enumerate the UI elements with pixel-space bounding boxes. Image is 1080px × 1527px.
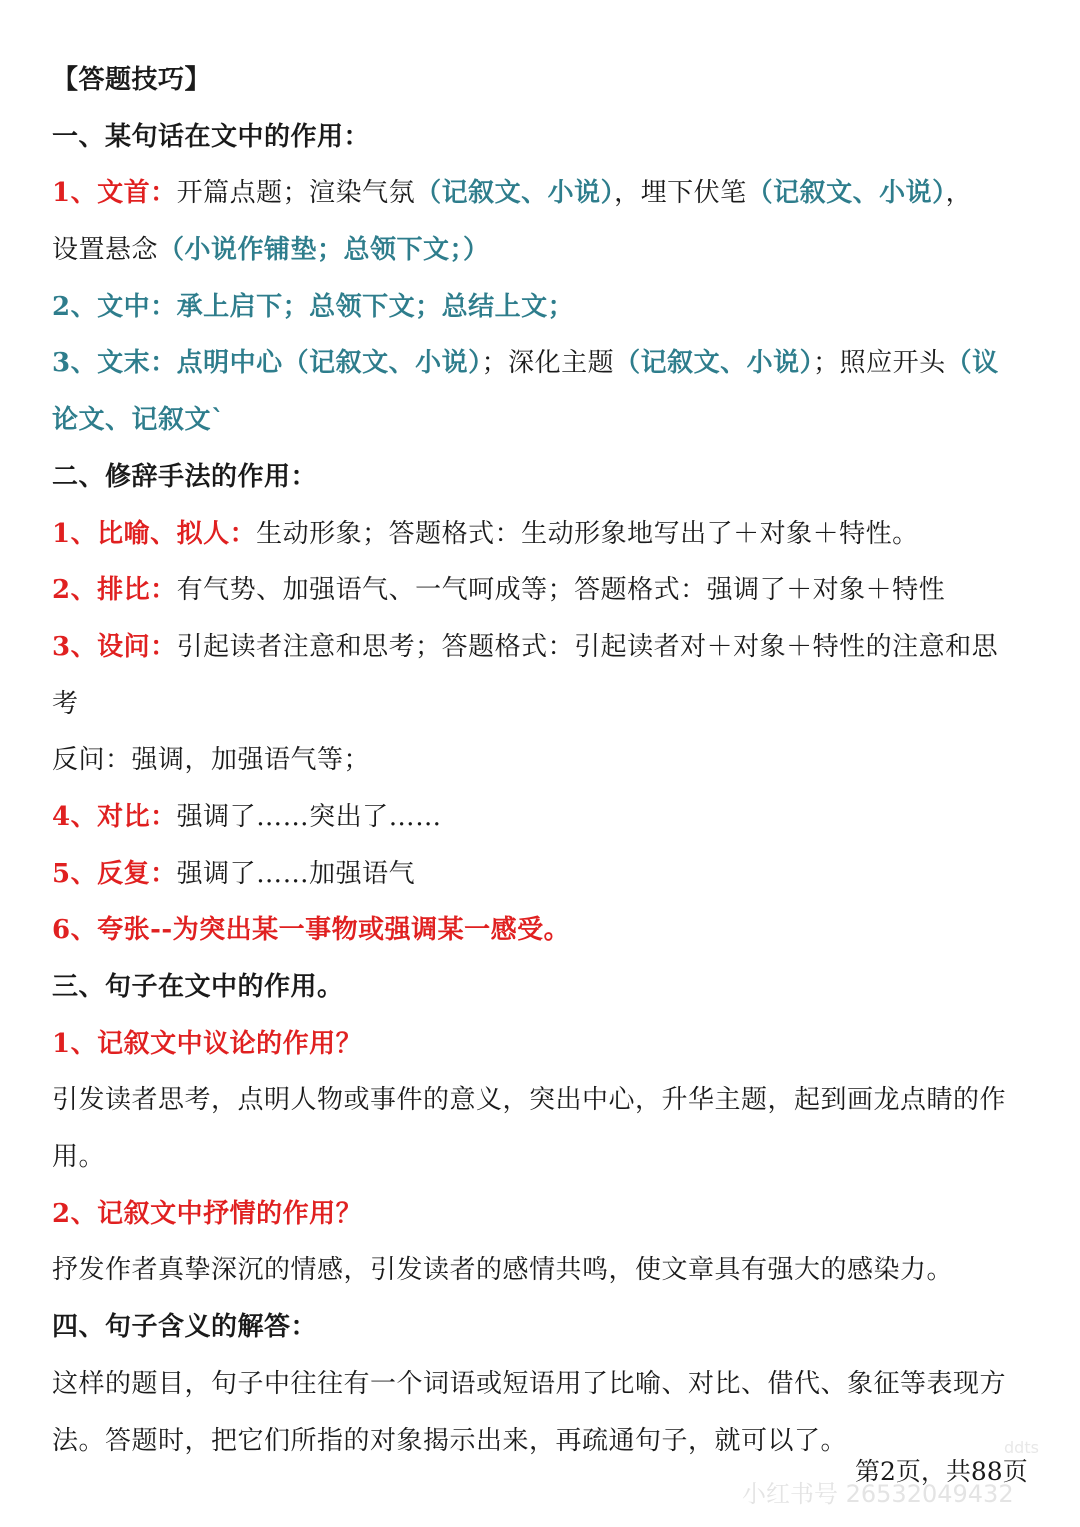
watermark-logo: ddts <box>1004 1438 1039 1457</box>
s3-question-1: 1、记叙文中议论的作用？ <box>52 1028 363 1059</box>
s1-item-3-text-d: ；照应开头 <box>813 348 946 379</box>
s1-item-3-text-b: ；深化主题 <box>481 348 615 379</box>
s2-item-1-label: 1、比喻、拟人： <box>52 518 257 549</box>
s2-item-4-label: 4、对比： <box>52 801 177 832</box>
s1-item-3-text-a: 3、文末：点明中心（记叙文、小说） <box>52 348 482 379</box>
s2-item-5 <box>52 846 1037 903</box>
s4-paragraph-line-1: 这样的题目，句子中往往有一个词语或短语用了比喻、对比、借代、象征等表现方 <box>52 1368 1007 1399</box>
s2-item-2-label: 2、排比： <box>52 575 177 606</box>
s2-item-4 <box>52 789 1037 846</box>
s4-paragraph-line-2: 法。答题时，把它们所指的对象揭示出来，再疏通句子，就可以了。 <box>52 1425 848 1456</box>
page-number: 第2页，共88页 <box>855 1457 1028 1486</box>
s1-item-1-text-f: 设置悬念 <box>52 235 159 266</box>
s2-item-5-text: 强调了……加强语气 <box>176 858 416 889</box>
s2-item-2 <box>52 562 1037 619</box>
s3-answer-1-line-2: 用。 <box>52 1142 106 1173</box>
section-2-heading: 二、修辞手法的作用： <box>52 461 318 492</box>
s1-item-2: 2、文中：承上启下；总领下文；总结上文； <box>52 291 575 322</box>
s1-item-1-text-a: 开篇点题；渲染气氛 <box>176 178 416 209</box>
s1-item-3-line-2: 论文、记叙文` <box>52 405 225 436</box>
s1-item-1-line-1 <box>52 165 1037 222</box>
s2-item-3-continued: 考 <box>52 688 79 719</box>
s1-item-1-text-c: ，埋下伏笔 <box>614 178 747 209</box>
document-page <box>52 52 1037 1469</box>
section-1-heading: 一、某句话在文中的作用： <box>52 121 371 152</box>
s2-item-1 <box>52 506 1037 563</box>
s2-item-5-label: 5、反复： <box>52 858 177 889</box>
s2-item-6: 6、夸张--为突出某一事物或强调某一感受。 <box>52 915 571 946</box>
s2-item-1-text: 生动形象；答题格式：生动形象地写出了＋对象＋特性。 <box>256 518 919 549</box>
s1-item-3-line-1 <box>52 335 1037 392</box>
doc-title: 【答题技巧】 <box>52 65 212 95</box>
s1-item-1-note-d: （记叙文、小说） <box>746 178 946 209</box>
s2-fanwen: 反问：强调，加强语气等； <box>52 745 371 776</box>
section-3-heading: 三、句子在文中的作用。 <box>52 972 344 1002</box>
s1-item-1-line-2 <box>52 222 1037 279</box>
s1-item-3-note-e: （议 <box>945 348 999 379</box>
s2-item-3-label: 3、设问： <box>52 631 177 662</box>
watermark: 小红书号 26532049432 <box>742 1480 1014 1508</box>
section-4-heading: 四、句子含义的解答： <box>52 1312 318 1343</box>
s2-item-3-text: 引起读者注意和思考；答题格式：引起读者对＋对象＋特性的注意和思 <box>176 631 999 662</box>
s2-item-4-text: 强调了……突出了…… <box>176 801 442 832</box>
s2-item-3 <box>52 619 1037 676</box>
s2-item-2-text: 有气势、加强语气、一气呵成等；答题格式：强调了＋对象＋特性 <box>176 575 946 606</box>
s1-item-1-label: 1、文首： <box>52 178 177 209</box>
s1-item-1-note-g: （小说作铺垫；总领下文；） <box>158 235 490 266</box>
s1-item-3-note-c: （记叙文、小说） <box>614 348 814 379</box>
s1-item-1-note-b: （记叙文、小说） <box>415 178 615 209</box>
s3-answer-1-line-1: 引发读者思考，点明人物或事件的意义，突出中心，升华主题，起到画龙点睛的作 <box>52 1085 1007 1116</box>
s3-question-2: 2、记叙文中抒情的作用？ <box>52 1198 363 1229</box>
s3-answer-2: 抒发作者真挚深沉的情感，引发读者的感情共鸣，使文章具有强大的感染力。 <box>52 1255 954 1286</box>
s1-item-1-text-e: ， <box>945 178 973 209</box>
